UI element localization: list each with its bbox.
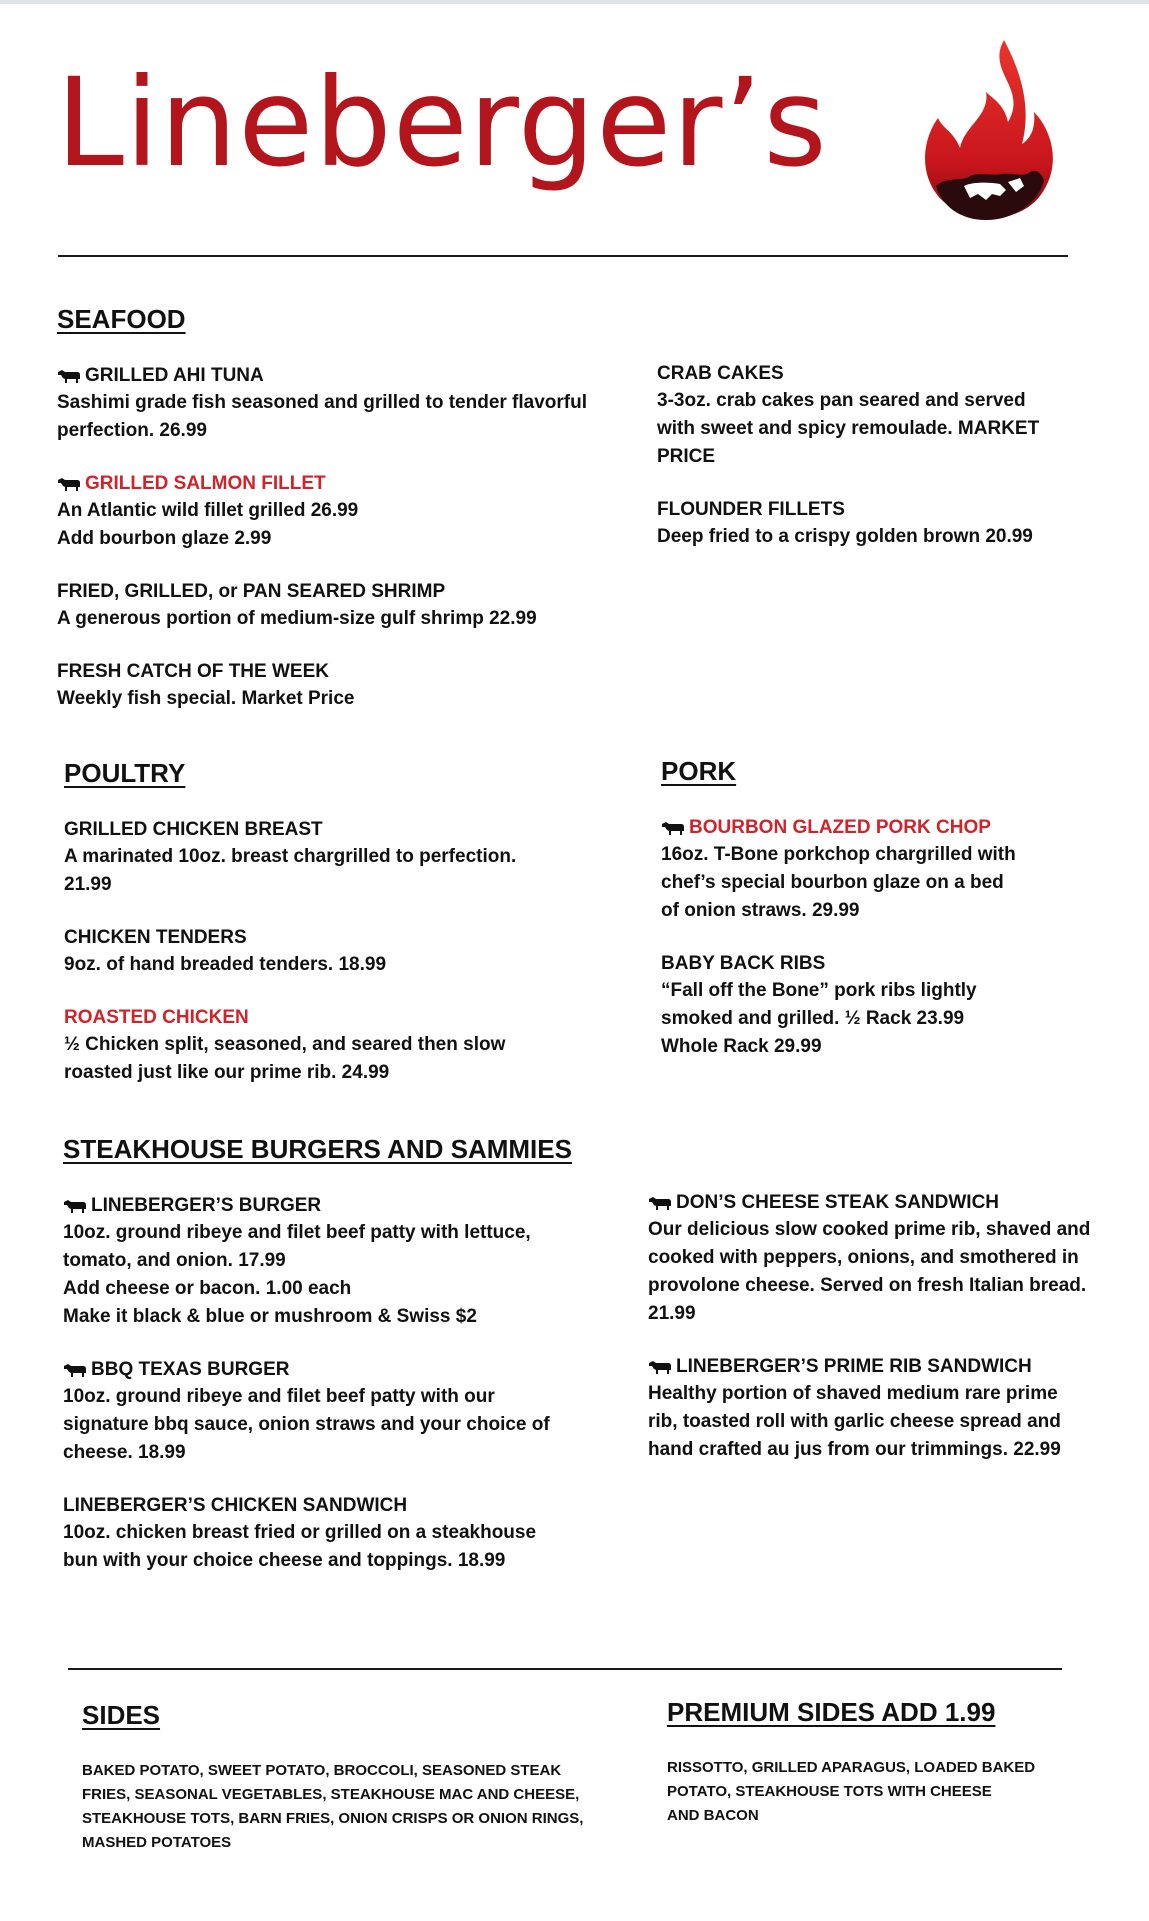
poultry-heading: POULTRY — [64, 758, 186, 788]
seafood-right-column — [657, 361, 1097, 577]
seafood-section — [57, 304, 637, 739]
premium-sides-section — [667, 1697, 1107, 1828]
sides-heading: SIDES — [82, 1700, 161, 1730]
menu-item — [63, 1493, 643, 1575]
item-name: GRILLED AHI TUNA — [85, 365, 264, 386]
item-name: BBQ TEXAS BURGER — [91, 1359, 290, 1380]
item-name: FRESH CATCH OF THE WEEK — [57, 661, 329, 682]
menu-item — [57, 579, 637, 633]
item-name: LINEBERGER’S PRIME RIB SANDWICH — [676, 1356, 1032, 1377]
cow-icon — [63, 1199, 87, 1214]
item-description: Sashimi grade fish seasoned and grilled to tender flavorful perfection. 26.99 — [57, 392, 588, 441]
menu-item — [657, 361, 1097, 471]
poultry-section — [64, 758, 624, 1113]
item-description: 10oz. chicken breast fried or grilled on a steakhouse bun with your choice cheese and toppings. 18.99 — [63, 1522, 537, 1571]
item-description: A marinated 10oz. breast chargrilled to perfection. 21.99 — [64, 846, 517, 895]
premium-sides-list: RISSOTTO, GRILLED APARAGUS, LOADED BAKED POTATO, STEAKHOUSE TOTS WITH CHEESE AND BACON — [667, 1759, 1036, 1824]
menu-item — [63, 1357, 643, 1467]
item-description: Our delicious slow cooked prime rib, shaved and cooked with peppers, onions, and smothered in provolone cheese. Served on fresh Italian bread. 21.99 — [648, 1219, 1091, 1324]
menu-item — [57, 363, 637, 445]
cow-icon — [648, 1360, 672, 1375]
menu-item — [661, 951, 1101, 1061]
footer-divider — [68, 1668, 1062, 1670]
top-edge-strip — [0, 0, 1149, 4]
item-name: FRIED, GRILLED, or PAN SEARED SHRIMP — [57, 581, 446, 602]
item-name: DON’S CHEESE STEAK SANDWICH — [676, 1192, 1000, 1213]
item-description: 3-3oz. crab cakes pan seared and served with sweet and spicy remoulade. MARKET PRICE — [657, 390, 1040, 467]
menu-item — [63, 1193, 643, 1331]
item-name: BOURBON GLAZED PORK CHOP — [689, 817, 991, 838]
sides-section — [82, 1700, 642, 1855]
menu-item — [64, 925, 624, 979]
item-description: 10oz. ground ribeye and filet beef patty with lettuce, tomato, and onion. 17.99 Add cheese or bacon. 1.00 each Make it black & blue or mushroom & Swiss $2 — [63, 1222, 531, 1327]
premium-sides-heading: PREMIUM SIDES ADD 1.99 — [667, 1697, 996, 1727]
restaurant-title: Lineberger’s — [56, 52, 828, 194]
item-description: A generous portion of medium-size gulf shrimp 22.99 — [57, 608, 537, 629]
item-name: CRAB CAKES — [657, 363, 784, 384]
item-name: ROASTED CHICKEN — [64, 1007, 249, 1028]
menu-item — [648, 1354, 1118, 1464]
pork-heading: PORK — [661, 756, 737, 786]
item-description: “Fall off the Bone” pork ribs lightly smoked and grilled. ½ Rack 23.99 Whole Rack 29.99 — [661, 980, 977, 1057]
item-description: An Atlantic wild fillet grilled 26.99 Add bourbon glaze 2.99 — [57, 500, 359, 549]
cow-icon — [57, 369, 81, 384]
item-name: GRILLED SALMON FILLET — [85, 473, 326, 494]
seafood-heading: SEAFOOD — [57, 304, 186, 334]
item-description: Weekly fish special. Market Price — [57, 688, 355, 709]
item-name: LINEBERGER’S BURGER — [91, 1195, 322, 1216]
item-name: FLOUNDER FILLETS — [657, 499, 845, 520]
item-description: 10oz. ground ribeye and filet beef patty with our signature bbq sauce, onion straws and your choice of cheese. 18.99 — [63, 1386, 550, 1463]
menu-item — [57, 471, 637, 553]
cow-icon — [63, 1363, 87, 1378]
menu-item — [64, 817, 624, 899]
burgers-section — [63, 1134, 643, 1601]
burgers-right-column — [648, 1190, 1118, 1490]
cow-icon — [648, 1196, 672, 1211]
menu-item — [661, 815, 1101, 925]
item-name: BABY BACK RIBS — [661, 953, 826, 974]
item-description: ½ Chicken split, seasoned, and seared then slow roasted just like our prime rib. 24.99 — [64, 1034, 506, 1083]
pork-section — [661, 756, 1101, 1087]
item-description: Healthy portion of shaved medium rare prime rib, toasted roll with garlic cheese spread and hand crafted au jus from our trimmings. 22.99 — [648, 1383, 1061, 1460]
item-description: 9oz. of hand breaded tenders. 18.99 — [64, 954, 387, 975]
item-description: Deep fried to a crispy golden brown 20.99 — [657, 526, 1033, 547]
item-name: GRILLED CHICKEN BREAST — [64, 819, 323, 840]
menu-item — [57, 659, 637, 713]
cow-icon — [57, 477, 81, 492]
item-description: 16oz. T-Bone porkchop chargrilled with chef’s special bourbon glaze on a bed of onion straws. 29.99 — [661, 844, 1016, 921]
item-name: LINEBERGER’S CHICKEN SANDWICH — [63, 1495, 408, 1516]
flame-bull-icon — [912, 36, 1060, 226]
burgers-heading: STEAKHOUSE BURGERS AND SAMMIES — [63, 1134, 572, 1164]
sides-list: BAKED POTATO, SWEET POTATO, BROCCOLI, SEASONED STEAK FRIES, SEASONAL VEGETABLES, STEAKHOUSE MAC AND CHEESE, STEAKHOUSE TOTS, BARN FRIES, ONION CRISPS OR ONION RINGS, MASHED POTATOES — [82, 1762, 584, 1851]
cow-icon — [661, 821, 685, 836]
item-name: CHICKEN TENDERS — [64, 927, 247, 948]
header-divider — [58, 255, 1068, 257]
menu-item — [648, 1190, 1118, 1328]
menu-item — [657, 497, 1097, 551]
menu-item — [64, 1005, 624, 1087]
